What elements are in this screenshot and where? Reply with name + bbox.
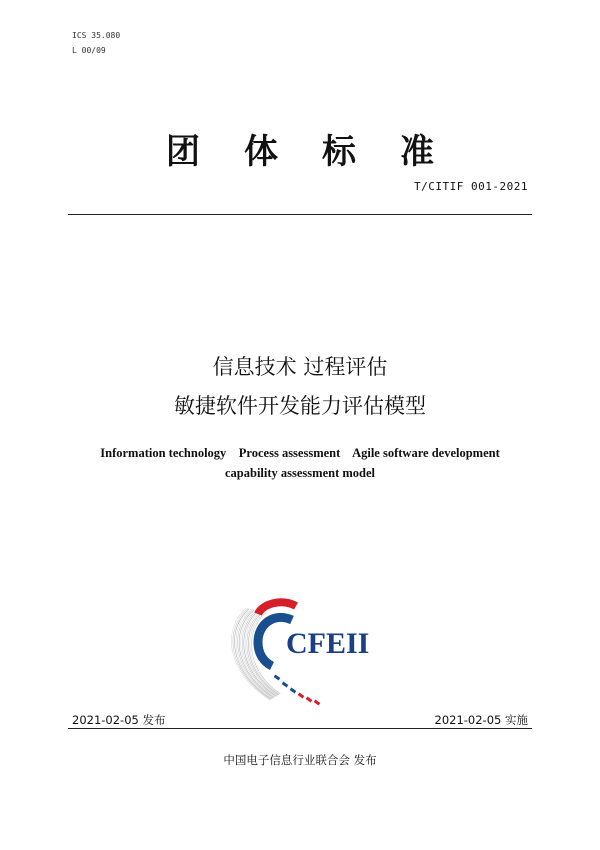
publish-date: 2021-02-05 发布 (72, 713, 166, 727)
logo-red-arc (258, 602, 296, 614)
logo-dash (306, 697, 313, 703)
chinese-title-line-1: 信息技术 过程评估 (212, 355, 388, 379)
document-type-title: 团体标准 (166, 132, 478, 172)
logo-dash (274, 675, 281, 681)
issuer: 中国电子信息行业联合会 发布 (223, 753, 377, 767)
logo-dash (282, 682, 289, 688)
top-divider (68, 214, 532, 215)
logo-dash (298, 693, 305, 699)
english-title-line-2: capability assessment model (225, 466, 375, 480)
implement-date: 2021-02-05 实施 (434, 713, 528, 727)
logo-dashes (274, 675, 321, 706)
standard-number: T/CITIF 001-2021 (414, 180, 528, 193)
cfeii-logo (200, 590, 390, 710)
logo-dash (290, 688, 297, 694)
logo-dash (314, 700, 321, 706)
ics-code: ICS 35.080 (72, 31, 121, 40)
ccs-code: L 00/09 (72, 46, 106, 55)
logo-text: CFEII (286, 627, 370, 660)
bottom-divider (68, 728, 532, 729)
chinese-title-line-2: 敏捷软件开发能力评估模型 (174, 394, 426, 418)
english-title-line-1: Information technology Process assessment Agile software development (100, 446, 500, 460)
